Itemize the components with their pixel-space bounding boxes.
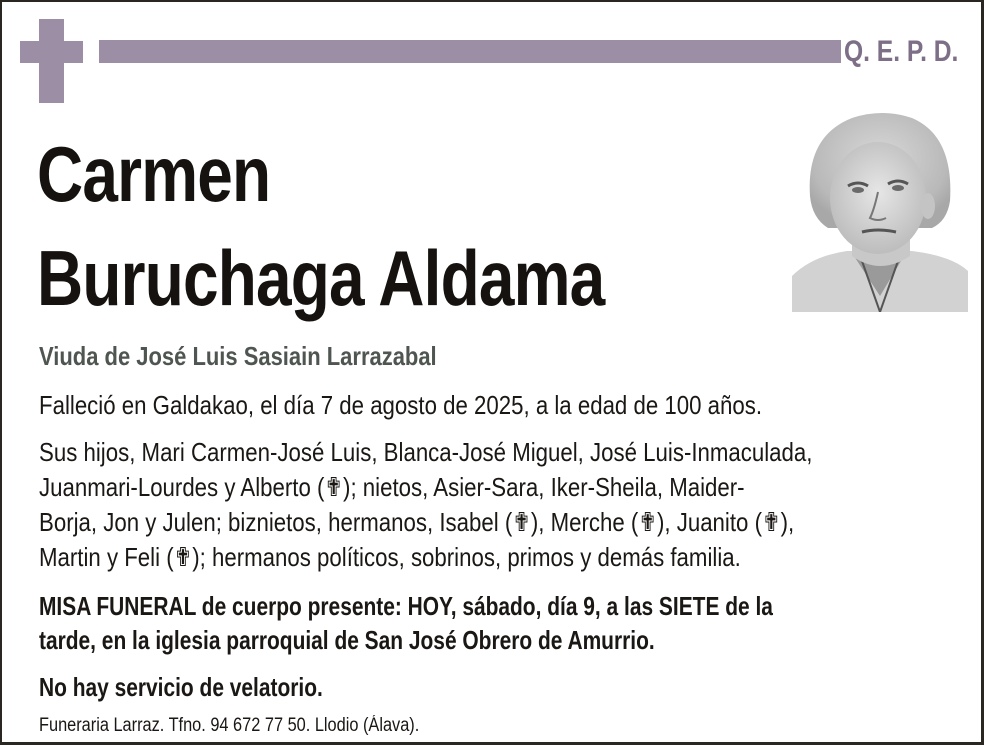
death-notice: Falleció en Galdakao, el día 7 de agosto de 2025, a la edad de 100 años. (39, 390, 763, 420)
wake-notice: No hay servicio de velatorio. (39, 672, 323, 702)
deceased-surnames: Buruchaga Aldama (37, 234, 605, 322)
funeral-mass-line: tarde, en la iglesia parroquial de San José Obrero de Amurrio. (39, 625, 655, 655)
funeral-home-info: Funeraria Larraz. Tfno. 94 672 77 50. Llodio (Álava). (39, 715, 420, 736)
family-line: Juanmari-Lourdes y Alberto (✟); nietos, Asier-Sara, Iker-Sheila, Maider- (39, 472, 745, 502)
funeral-mass-line: MISA FUNERAL de cuerpo presente: HOY, sábado, día 9, a las SIETE de la (39, 591, 773, 621)
widow-line: Viuda de José Luis Sasiain Larrazabal (39, 341, 437, 371)
header-rule (99, 40, 841, 63)
qepd-label: Q. E. P. D. (844, 35, 959, 68)
portrait-photo (792, 106, 968, 312)
deceased-first-name: Carmen (37, 130, 271, 218)
cross-icon-arm (20, 41, 83, 63)
family-line: Sus hijos, Mari Carmen-José Luis, Blanca-José Miguel, José Luis-Inmaculada, (39, 437, 813, 467)
family-line: Borja, Jon y Julen; biznietos, hermanos, Isabel (✟), Merche (✟), Juanito (✟), (39, 507, 795, 537)
family-line: Martin y Feli (✟); hermanos políticos, sobrinos, primos y demás familia. (39, 542, 741, 572)
